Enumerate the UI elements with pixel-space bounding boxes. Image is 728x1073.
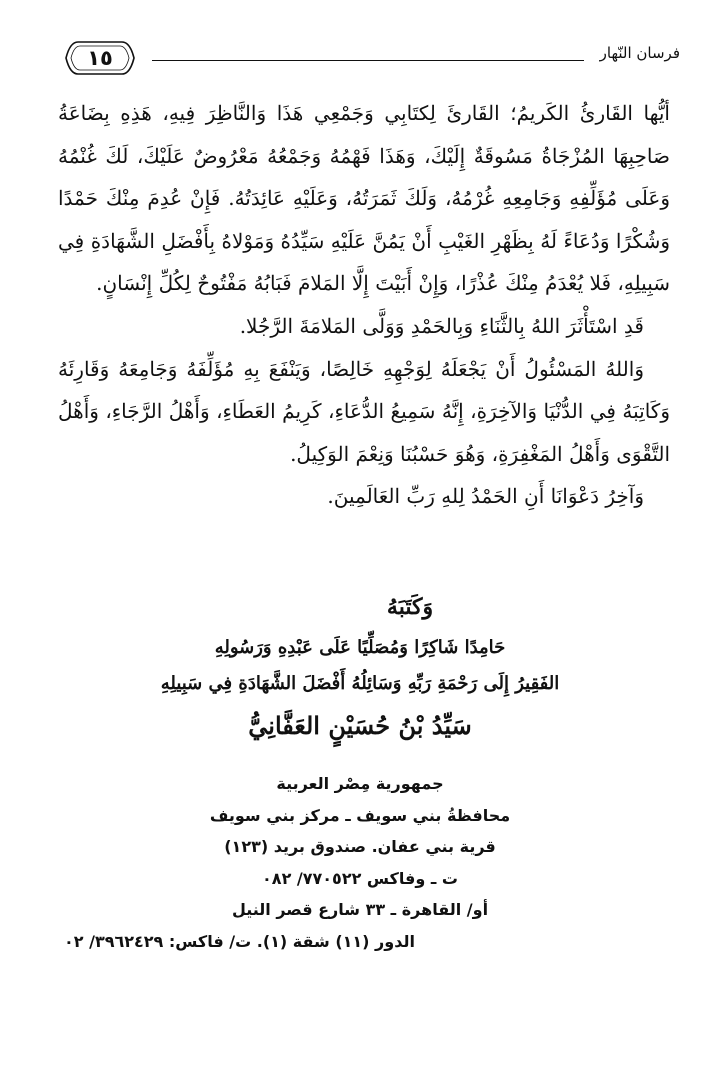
page-number-badge (64, 38, 136, 78)
address-country: جمهورية مِصْر العربية (276, 774, 444, 793)
address-village: قرية بني عفان. صندوق بريد (١٢٣) (224, 837, 496, 856)
page-number: ١٥ (87, 46, 113, 70)
page-header (64, 38, 680, 82)
signature-block (40, 584, 680, 750)
paragraph-verse: قَدِ اسْتَأْثَرَ اللهُ بِالثَّنَاءِ وَبِالحَمْدِ وَوَلَّى المَلامَةَ الرَّجُلا. (239, 313, 644, 338)
address-governorate: محافظةُ بني سويف ـ مركز بني سويف (209, 805, 511, 825)
paragraph-address-reader: أيُّها القَارئُ الكَريمُ؛ القَارئَ لِكتَابِي وَجَمْعِي هَذَا وَالنَّاظِرَ فِيهِ، هَذِهِ بِضَاعَةُ صَاحِبِهَا المُزْجَاةُ مَسُوقَةٌ إِلَيْكَ، وَهَذَا فَهْمُهُ وَجَمْعُهُ مَعْرُوضٌ عَلَيْكَ، لَكَ غُنْمُهُ وَعَلَى مُؤَلِّفِهِ وَجَامِعِهِ غُرْمُهُ، وَلَكَ ثَمَرَتُهُ، وَعَلَيْهِ عَائِدَتُهُ. فَإِنْ عُدِمَ مِنْكَ حَمْدًا وَشُكْرًا وَدُعَاءً لَهُ بِظَهْرِ الغَيْبِ أَنْ يَمُنَّ عَلَيْهِ سَيِّدُهُ وَمَوْلاهُ بِأَفْضَلِ الشَّهَادَةِ فِي سَبِيلِهِ، فَلا يُعْدَمُ مِنْكَ عُذْرًا، وَإِنْ أَبَيْتَ إِلَّا المَلامَ فَبَابُهُ مَفْتُوحٌ لِكُلِّ إِنْسَانٍ. (58, 101, 670, 296)
header-rule (152, 60, 584, 61)
running-title: فرسان النّهار (599, 44, 680, 62)
signature-line-praise: حَامِدًا شَاكِرًا وَمُصَلِّيًا عَلَى عَبْدِهِ وَرَسُولِهِ (214, 637, 506, 658)
paragraph-closing: وَآخِرُ دَعْوَانَا أَنِ الحَمْدُ لِلهِ رَبِّ العَالَمِينَ. (327, 484, 644, 509)
address-floor: الدور (١١) شقة (١). ت/ فاكس: ٣٩٦٢٤٢٩/ ٠٢ (64, 931, 415, 951)
author-name: سَيِّدُ بْنُ حُسَيْنٍ العَفَّانِيُّ (248, 711, 472, 740)
signature-heading: وَكَتَبَهُ (386, 594, 434, 620)
address-phone: ت ـ وفاكس ٧٧٠٥٢٢/ ٠٨٢ (262, 868, 458, 888)
address-cairo: أو/ القاهرة ـ ٣٣ شارع قصر النيل (231, 900, 489, 919)
signature-line-petition: الفَقِيرُ إِلَى رَحْمَةِ رَبِّهِ وَسَائِلُهُ أَفْضَلَ الشَّهَادَةِ فِي سَبِيلِهِ (160, 673, 560, 694)
paragraph-supplication: وَاللهُ المَسْئُولُ أَنْ يَجْعَلَهُ لِوَجْهِهِ خَالِصًا، وَيَنْفَعَ بِهِ مُؤَلِّفَهُ وَجَامِعَهُ وَقَارِئَهُ وَكَاتِبَهُ فِي الدُّنْيَا وَالآخِرَةِ، إِنَّهُ سَمِيعُ الدُّعَاءِ، كَرِيمُ العَطَاءِ، وَأَهْلُ الرَّجَاءِ، وَأَهْلُ التَّقْوَى وَأَهْلُ المَغْفِرَةِ، وَهُوَ حَسْبُنَا وَنِعْمَ الوَكِيلُ. (58, 356, 670, 466)
body-text (58, 92, 670, 518)
address-block (40, 768, 680, 957)
